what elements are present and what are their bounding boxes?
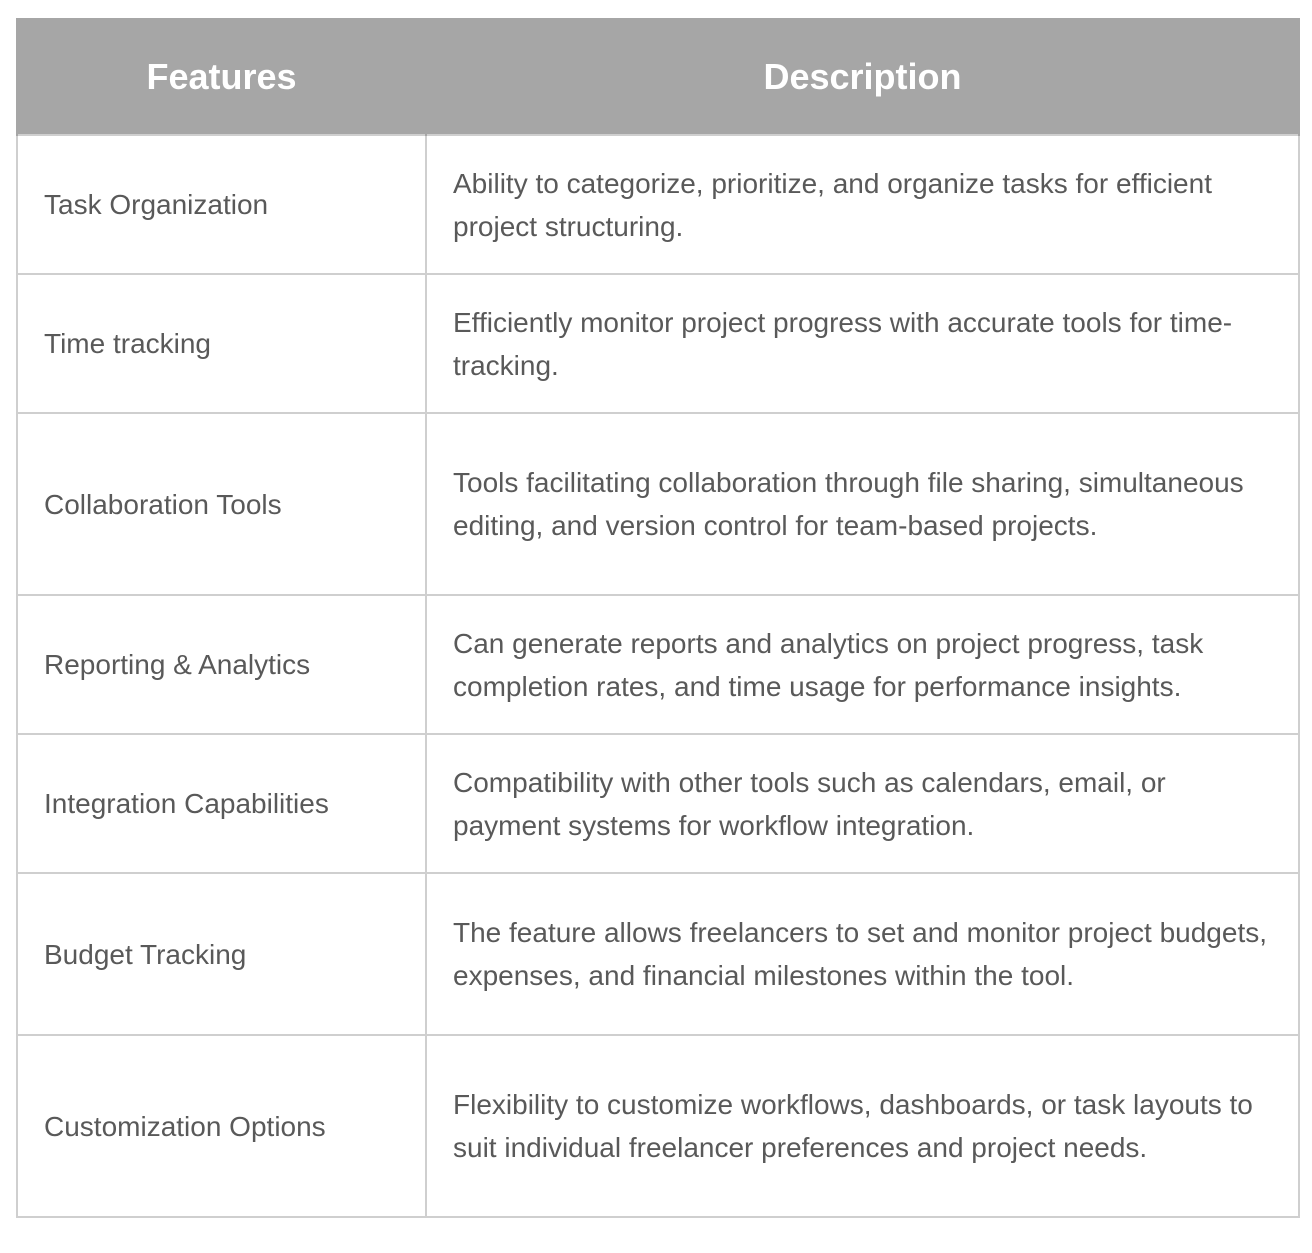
description-column-header: Description [426,19,1299,135]
description-cell: Flexibility to customize workflows, dashboards, or task layouts to suit individual freelancer preferences and project needs. [426,1035,1299,1217]
feature-cell: Task Organization [17,135,426,274]
feature-cell: Integration Capabilities [17,734,426,873]
table-row [17,135,1299,274]
table-row [17,1035,1299,1217]
table-row [17,734,1299,873]
table-header-row [17,19,1299,135]
table-row [17,274,1299,413]
table-row [17,873,1299,1035]
description-cell: Efficiently monitor project progress with accurate tools for time-tracking. [426,274,1299,413]
table-row [17,413,1299,595]
features-column-header: Features [17,19,426,135]
features-table [16,18,1300,1218]
description-cell: Ability to categorize, prioritize, and organize tasks for efficient project structuring. [426,135,1299,274]
feature-cell: Collaboration Tools [17,413,426,595]
features-table-container [16,18,1298,1218]
table-row [17,595,1299,734]
description-cell: Compatibility with other tools such as calendars, email, or payment systems for workflow integration. [426,734,1299,873]
description-cell: Tools facilitating collaboration through file sharing, simultaneous editing, and version control for team-based projects. [426,413,1299,595]
feature-cell: Budget Tracking [17,873,426,1035]
description-cell: Can generate reports and analytics on project progress, task completion rates, and time usage for performance insights. [426,595,1299,734]
feature-cell: Reporting & Analytics [17,595,426,734]
description-cell: The feature allows freelancers to set and monitor project budgets, expenses, and financial milestones within the tool. [426,873,1299,1035]
feature-cell: Time tracking [17,274,426,413]
feature-cell: Customization Options [17,1035,426,1217]
